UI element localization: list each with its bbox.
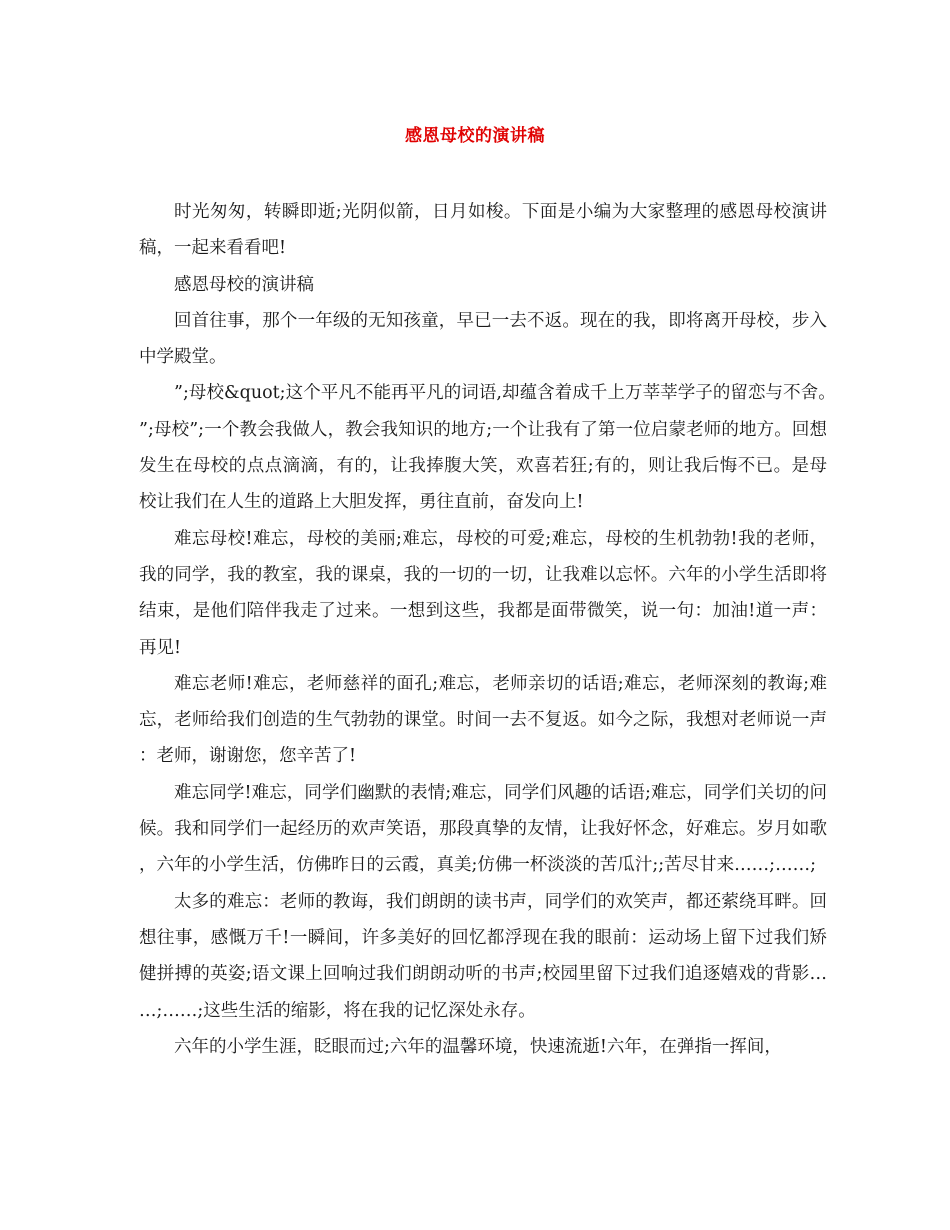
paragraph: 太多的难忘：老师的教诲，我们朗朗的读书声，同学们的欢笑声，都还萦绕耳畔。回想往事，感慨万千!一瞬间，许多美好的回忆都浮现在我的眼前：运动场上留下过我们矫健拼搏的英姿;语文课上回响过我们朗朗动听的书声;校园里留下过我们追逐嬉戏的背影……;……;这些生活的缩影，将在我的记忆深处永存。: [139, 891, 827, 1021]
document-title: 感恩母校的演讲稿: [405, 126, 545, 146]
paragraph: ”;母校&quot;这个平凡不能再平凡的词语,却蕴含着成千上万莘莘学子的留恋与不舍。”;母校”;一个教会我做人，教会我知识的地方;一个让我有了第一位启蒙老师的地方。回想发生在母校的点点滴滴，有的，让我捧腹大笑，欢喜若狂;有的，则让我后悔不已。是母校让我们在人生的道路上大胆发挥，勇往直前，奋发向上!: [139, 383, 827, 513]
paragraph-intro: 时光匆匆，转瞬即逝;光阴似箭，日月如梭。下面是小编为大家整理的感恩母校演讲稿，一起来看看吧!: [139, 202, 827, 259]
document-body: [139, 194, 827, 1065]
paragraph-subtitle: 感恩母校的演讲稿: [174, 274, 314, 295]
paragraph: 难忘母校!难忘，母校的美丽;难忘，母校的可爱;难忘，母校的生机勃勃!我的老师，我的同学，我的教室，我的课桌，我的一切的一切，让我难以忘怀。六年的小学生活即将结束，是他们陪伴我走了过来。一想到这些，我都是面带微笑，说一句：加油!道一声：再见!: [139, 528, 827, 658]
paragraph: 六年的小学生涯，眨眼而过;六年的温馨环境，快速流逝!六年，在弹指一挥间，: [174, 1036, 782, 1057]
paragraph: 难忘老师!难忘，老师慈祥的面孔;难忘，老师亲切的话语;难忘，老师深刻的教诲;难忘，老师给我们创造的生气勃勃的课堂。时间一去不复返。如今之际，我想对老师说一声：老师，谢谢您，您辛苦了!: [139, 673, 827, 767]
paragraph: 回首往事，那个一年级的无知孩童，早已一去不返。现在的我，即将离开母校，步入中学殿堂。: [139, 310, 827, 368]
paragraph: 难忘同学!难忘，同学们幽默的表情;难忘，同学们风趣的话语;难忘，同学们关切的问候。我和同学们一起经历的欢声笑语，那段真挚的友情，让我好怀念，好难忘。岁月如歌，六年的小学生活，仿佛昨日的云霞，真美;仿佛一杯淡淡的苦瓜汁;;苦尽甘来……;……;: [139, 782, 827, 876]
